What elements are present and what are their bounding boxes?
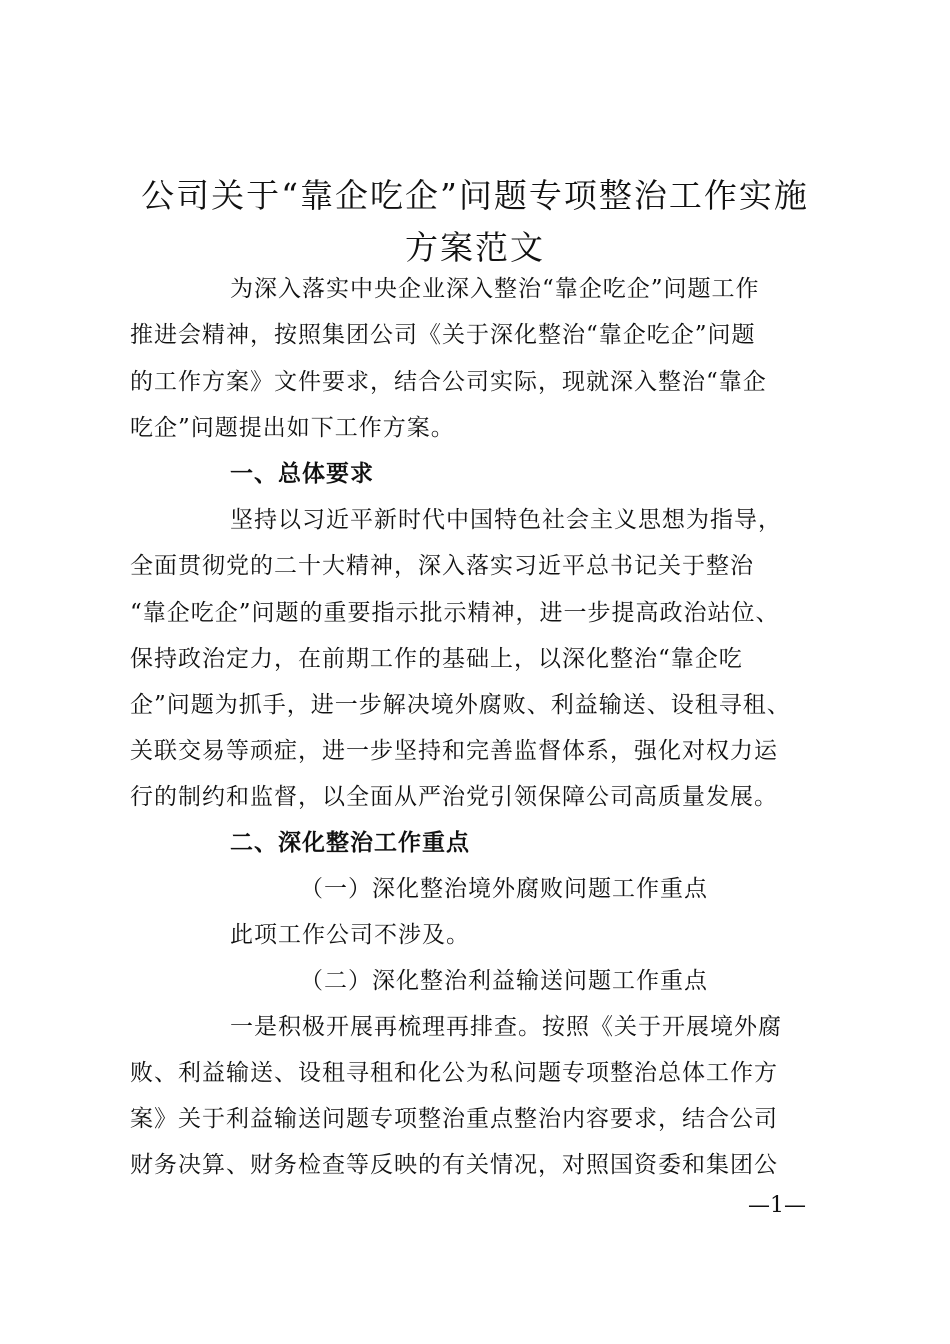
paragraph-line: 推进会精神，按照集团公司《关于深化整治“靠企吃企”问题 (130, 322, 756, 348)
section-heading-2: 二、深化整治工作重点 (230, 830, 470, 856)
section-heading-1: 一、总体要求 (230, 461, 374, 487)
paragraph-line: 的工作方案》文件要求，结合公司实际，现就深入整治“靠企 (130, 369, 767, 395)
paragraph-line: 企”问题为抓手，进一步解决境外腐败、利益输送、设租寻租、 (130, 692, 791, 718)
paragraph-line: 关联交易等顽症，进一步坚持和完善监督体系，强化对权力运 (130, 738, 778, 764)
paragraph-line: 吃企”问题提出如下工作方案。 (130, 415, 455, 441)
paragraph-line: 坚持以习近平新时代中国特色社会主义思想为指导， (230, 507, 782, 533)
paragraph-line: 全面贯彻党的二十大精神，深入落实习近平总书记关于整治 (130, 553, 754, 579)
paragraph-line: 财务决算、财务检查等反映的有关情况，对照国资委和集团公 (130, 1152, 778, 1178)
paragraph-line: 行的制约和监督，以全面从严治党引领保障公司高质量发展。 (130, 784, 778, 810)
paragraph-line: 此项工作公司不涉及。 (230, 922, 470, 948)
title-line-1: 公司关于“靠企吃企”问题专项整治工作实施 (141, 176, 809, 215)
subsection-heading-1: （一）深化整治境外腐败问题工作重点 (300, 876, 708, 902)
paragraph-line: 为深入落实中央企业深入整治“靠企吃企”问题工作 (230, 276, 760, 302)
paragraph-line: 败、利益输送、设租寻租和化公为私问题专项整治总体工作方 (130, 1060, 778, 1086)
page-number: —1— (748, 1193, 806, 1218)
paragraph-line: “靠企吃企”问题的重要指示批示精神，进一步提高政治站位、 (130, 600, 780, 626)
paragraph-line: 一是积极开展再梳理再排查。按照《关于开展境外腐 (230, 1014, 782, 1040)
title-line-2: 方案范文 (405, 228, 545, 267)
paragraph-line: 保持政治定力，在前期工作的基础上，以深化整治“靠企吃 (130, 646, 743, 672)
paragraph-line: 案》关于利益输送问题专项整治重点整治内容要求，结合公司 (130, 1106, 778, 1132)
subsection-heading-2: （二）深化整治利益输送问题工作重点 (300, 968, 708, 994)
